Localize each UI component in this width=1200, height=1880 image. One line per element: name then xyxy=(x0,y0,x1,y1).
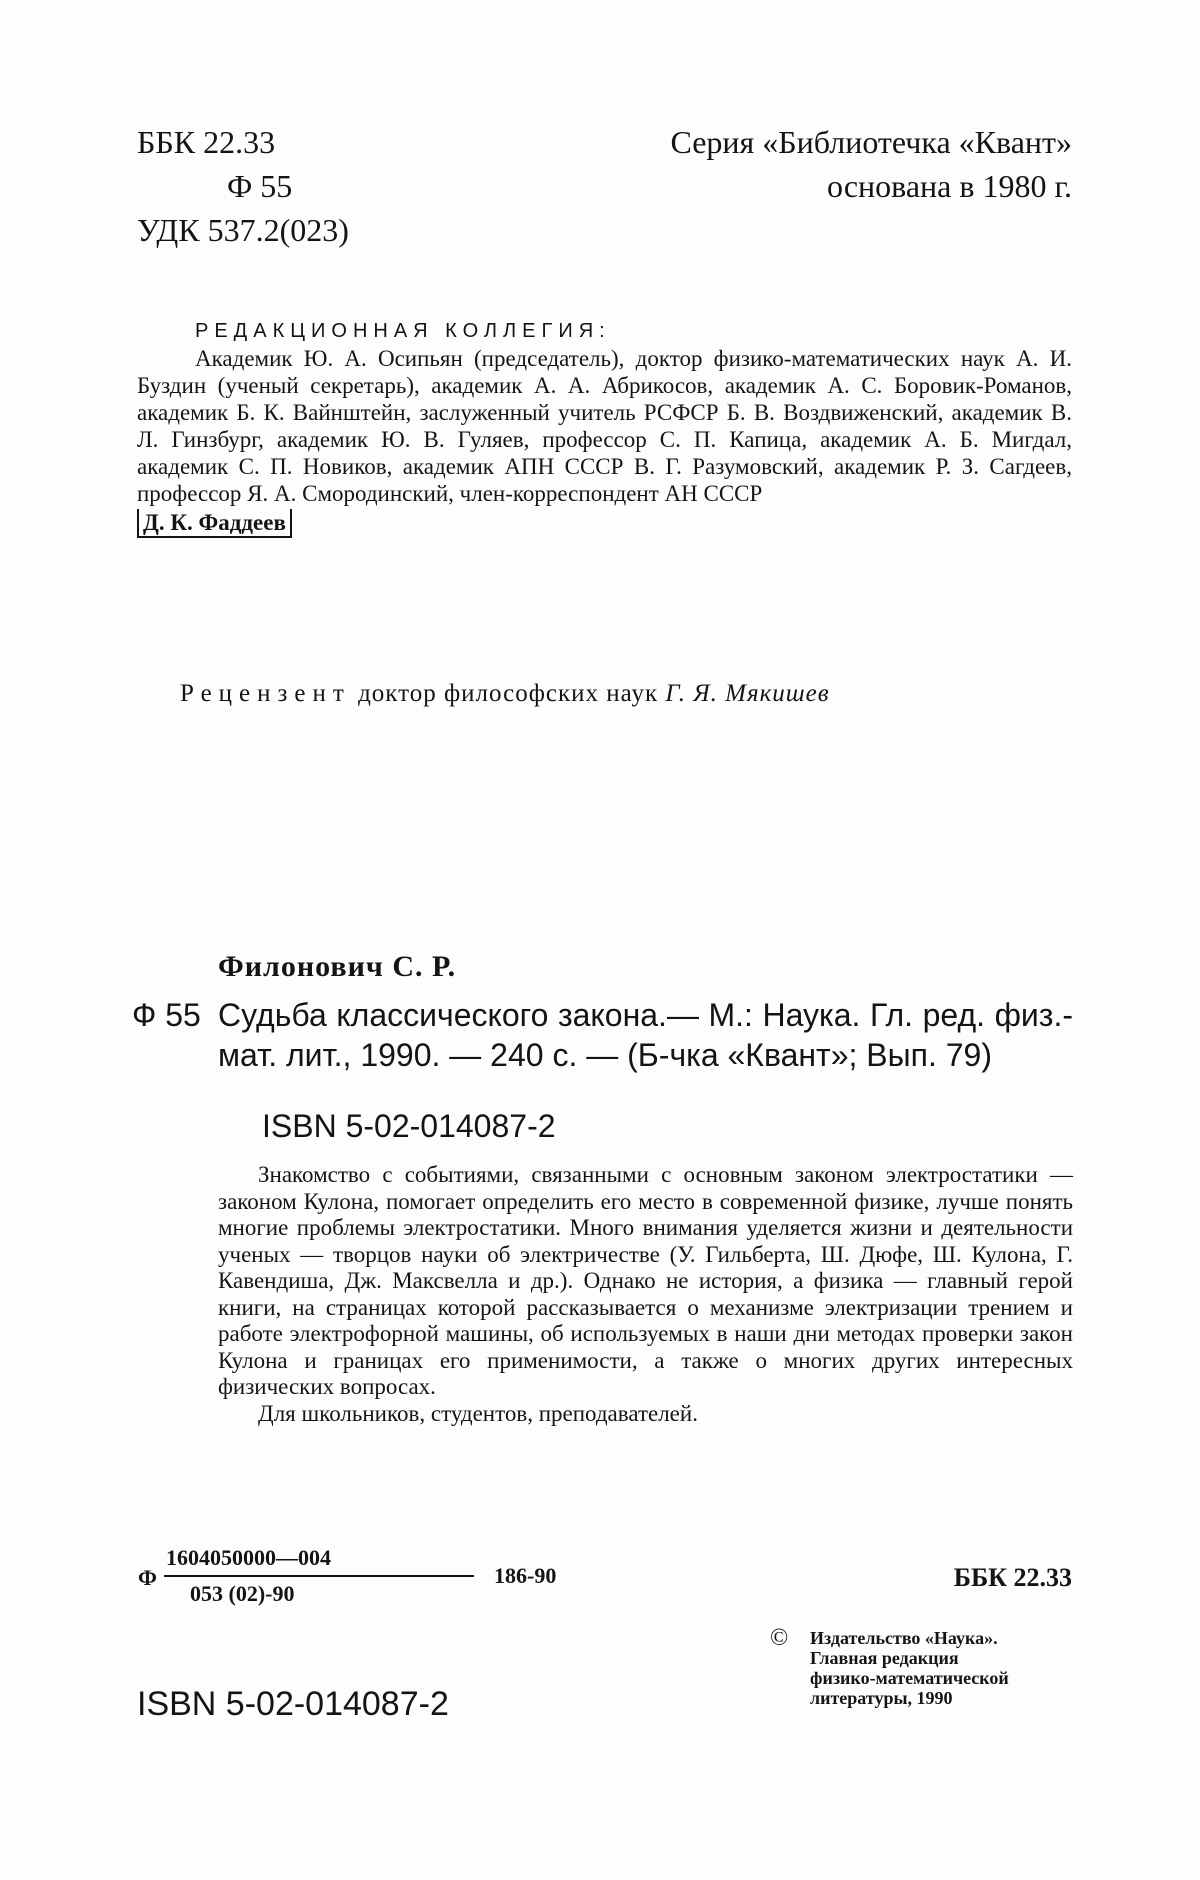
publisher-line-3: физико-математической xyxy=(810,1668,1009,1688)
series-line-2: основана в 1980 г. xyxy=(827,168,1072,204)
copyright-block xyxy=(770,1625,1009,1708)
editorial-board-title: РЕДАКЦИОННАЯ КОЛЛЕГИЯ: xyxy=(195,320,611,342)
phi-symbol: Ф xyxy=(138,1565,157,1590)
reviewer-line xyxy=(180,680,830,708)
bibliographic-description: Судьба классического закона.— М.: Наука. Гл. ред. физ.-мат. лит., 1990. — 240 с. — (Б-чка «Квант»; Вып. 79) xyxy=(218,997,1073,1073)
copyright-icon: © xyxy=(770,1625,789,1651)
code-tail: 186-90 xyxy=(494,1563,557,1588)
editorial-board-text: Академик Ю. А. Осипьян (председатель), доктор физико-математических наук А. И. Буздин (ученый секретарь), академик А. А. Абрикосов, академик А. С. Боровик-Романов, академик Б. К. Вайнштейн, заслуженный учитель РСФСР Б. В. Воздвиженский, академик В. Л. Гинзбург, академик Ю. В. Гуляев, профессор С. П. Капица, академик А. Б. Мигдал, академик С. П. Новиков, академик АПН СССР В. Г. Разумовский, академик Р. З. Сагдеев, профессор Я. А. Смородинский, член-корреспондент АН СССР xyxy=(137,346,1072,506)
publisher-line-2: Главная редакция xyxy=(810,1648,959,1668)
annotation xyxy=(218,1162,1073,1427)
code-numerator: 1604050000—004 xyxy=(166,1545,331,1570)
boxed-name: Д. К. Фаддеев xyxy=(137,509,292,538)
book-index: Ф 55 xyxy=(227,168,293,204)
publisher-line-4: литературы, 1990 xyxy=(810,1688,953,1708)
audience-text: Для школьников, студентов, преподавателей. xyxy=(258,1400,698,1426)
annotation-text: Знакомство с событиями, связанными с основным законом электростатики — законом Кулона, помогает определить его место в современной физике, лучше понять многие проблемы электростатики. Много внимания уделяется жизни и деятельности ученых — творцов науки об электричестве (У. Гильберта, Ш. Дюфе, Ш. Кулона, Г. Кавендиша, Дж. Максвелла и др.). Однако не история, а физика — главный герой книги, на страницах которой рассказывается о механизме электризации трением и работе электрофорной машины, об используемых в наши дни методах проверки закон Кулона и границах его применимости, а также о многих других интересных физических вопросах. xyxy=(218,1162,1073,1399)
series-note xyxy=(670,120,1072,208)
classification-block xyxy=(137,120,349,252)
fraction-line xyxy=(164,1575,474,1577)
card-author: Филонович С. Р. xyxy=(218,950,457,983)
code-denominator: 053 (02)-90 xyxy=(190,1581,295,1606)
series-line-1: Серия «Библиотечка «Квант» xyxy=(670,124,1072,160)
card-isbn: ISBN 5-02-014087-2 xyxy=(262,1108,556,1144)
udk-code: УДК 537.2(023) xyxy=(137,212,349,248)
publisher-line-1: Издательство «Наука». xyxy=(810,1628,998,1648)
editorial-board xyxy=(137,318,1072,538)
reviewer-name: Г. Я. Мякишев xyxy=(665,680,830,707)
footer-bbk: ББК 22.33 xyxy=(953,1563,1072,1592)
card-code: Ф 55 xyxy=(132,997,201,1033)
reviewer-label: Рецензент xyxy=(180,680,351,707)
reviewer-role: доктор философских наук xyxy=(358,680,659,707)
footer-isbn: ISBN 5-02-014087-2 xyxy=(137,1685,449,1723)
bbk-code: ББК 22.33 xyxy=(137,124,276,160)
